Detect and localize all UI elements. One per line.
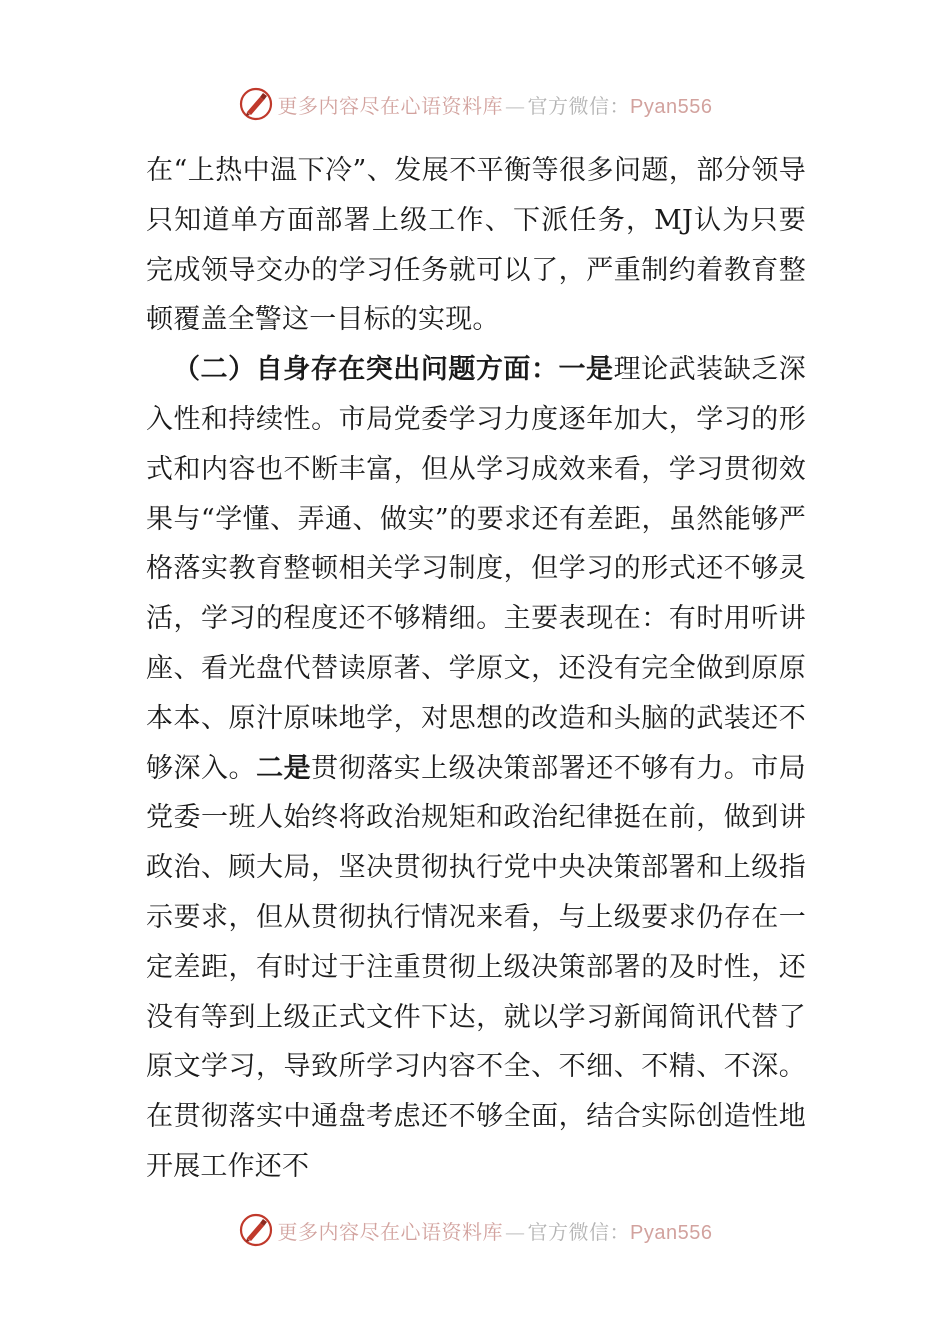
paragraph-2-text: 理论武装缺乏深入性和持续性。市局党委学习力度逐年加大，学习的形式和内容也不断丰富，但从学习成效来看，学习贯彻效果与“学懂、弄通、做实”的要求还有差距，虽然能够严格落实教育整顿相关学习制度，但学习的形式还不够灵活，学习的程度还不够精细。主要表现在：有时用听讲座、看光盘代替读原著、学原文，还没有完全做到原原本本、原汁原味地学，对思想的改造和头脑的武装还不够深入。 xyxy=(146,354,806,784)
watermark-separator: — xyxy=(505,93,526,118)
header-watermark xyxy=(0,84,950,124)
watermark-wechat-id: Pyan556 xyxy=(630,1221,713,1244)
section-heading-lead: （二）自身存在突出问题方面：一是 xyxy=(173,354,614,386)
paragraph-1 xyxy=(146,146,806,345)
watermark-text xyxy=(278,1216,713,1245)
watermark-label: 官方微信： xyxy=(527,93,631,118)
pen-logo-icon xyxy=(238,1212,274,1248)
paragraph-2-text-continued: 贯彻落实上级决策部署还不够有力。市局党委一班人始终将政治规矩和政治纪律挺在前，做到讲政治、顾大局，坚决贯彻执行党中央决策部署和上级指示要求，但从贯彻执行情况来看，与上级要求仍存在一定差距，有时过于注重贯彻上级决策部署的及时性，还没有等到上级正式文件下达，就以学习新闻简讯代替了原文学习，导致所学习内容不全、不细、不精、不深。在贯彻落实中通盘考虑还不够全面，结合实际创造性地开展工作还不 xyxy=(146,752,806,1182)
watermark-brand: 更多内容尽在心语资料库 xyxy=(277,93,504,118)
pen-logo-icon xyxy=(238,86,274,122)
watermark-separator: — xyxy=(505,1219,526,1244)
watermark-wechat-id: Pyan556 xyxy=(630,95,713,118)
paragraph-1-text: 在“上热中温下冷”、发展不平衡等很多问题，部分领导只知道单方面部署上级工作、下派任务，MJ认为只要完成领导交办的学习任务就可以了，严重制约着教育整顿覆盖全警这一目标的实现。 xyxy=(146,155,806,336)
document-body xyxy=(146,146,806,1196)
watermark-text xyxy=(278,90,713,119)
watermark-brand: 更多内容尽在心语资料库 xyxy=(277,1219,504,1244)
footer-watermark xyxy=(0,1210,950,1250)
paragraph-2 xyxy=(146,345,806,1192)
watermark-label: 官方微信： xyxy=(527,1219,631,1244)
point-two-lead: 二是 xyxy=(256,752,312,784)
